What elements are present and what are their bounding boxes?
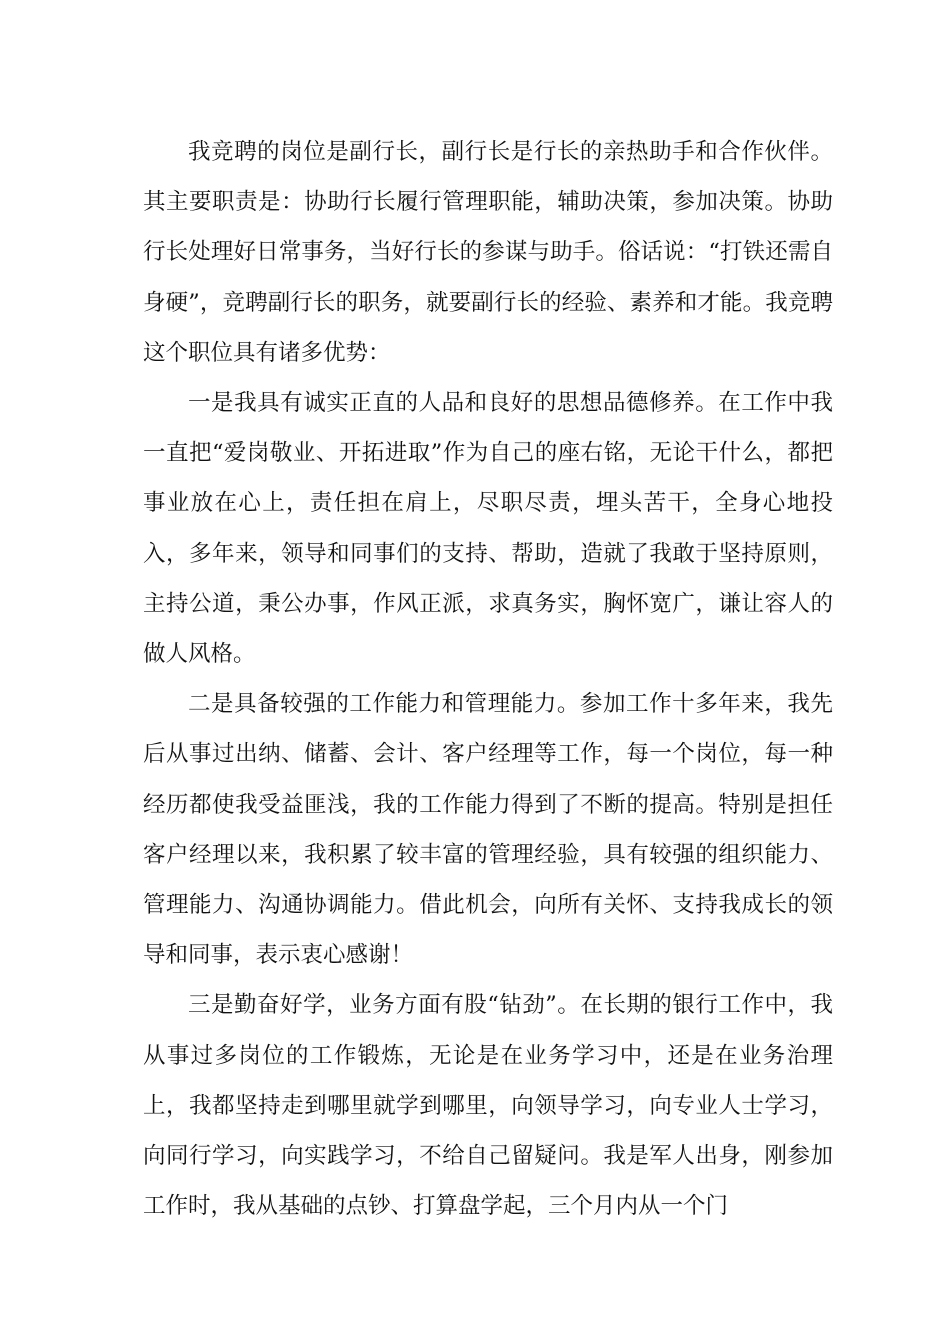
document-body [143, 127, 833, 1231]
paragraph-1: 我竞聘的岗位是副行长，副行长是行长的亲热助手和合作伙伴。其主要职责是：协助行长履行管理职能，辅助决策，参加决策。协助行长处理好日常事务，当好行长的参谋与助手。俗话说：“打铁还需自身硬”，竞聘副行长的职务，就要副行长的经验、素养和才能。我竞聘这个职位具有诸多优势： [143, 139, 833, 366]
paragraph-3: 二是具备较强的工作能力和管理能力。参加工作十多年来，我先后从事过出纳、储蓄、会计、客户经理等工作，每一个岗位，每一种经历都使我受益匪浅，我的工作能力得到了不断的提高。特别是担任客户经理以来，我积累了较丰富的管理经验，具有较强的组织能力、管理能力、沟通协调能力。借此机会，向所有关怀、支持我成长的领导和同事，表示衷心感谢！ [143, 691, 833, 969]
paragraph-2: 一是我具有诚实正直的人品和良好的思想品德修养。在工作中我一直把“爱岗敬业、开拓进取”作为自己的座右铭，无论干什么，都把事业放在心上，责任担在肩上，尽职尽责，埋头苦干，全身心地投入，多年来，领导和同事们的支持、帮助，造就了我敢于坚持原则，主持公道，秉公办事，作风正派，求真务实，胸怀宽广，谦让容人的做人风格。 [143, 390, 833, 668]
paragraph-4: 三是勤奋好学，业务方面有股“钻劲”。在长期的银行工作中，我从事过多岗位的工作锻炼，无论是在业务学习中，还是在业务治理上，我都坚持走到哪里就学到哪里，向领导学习，向专业人士学习，向同行学习，向实践学习，不给自己留疑问。我是军人出身，刚参加工作时，我从基础的点钞、打算盘学起，三个月内从一个门 [143, 992, 833, 1220]
